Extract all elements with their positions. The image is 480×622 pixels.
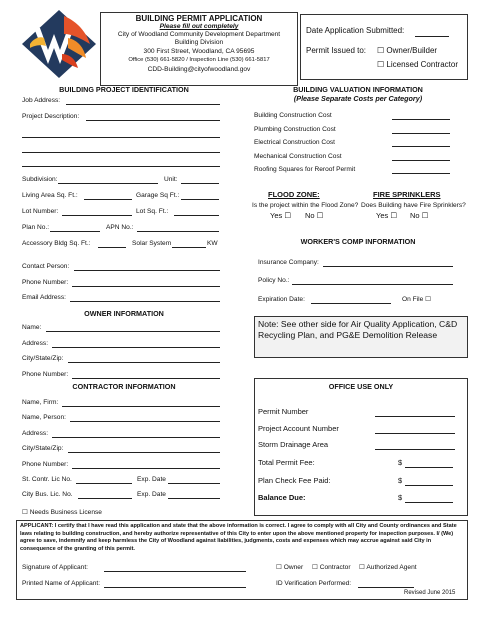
project-description-field-3[interactable] [22, 152, 220, 153]
signature-field[interactable] [104, 571, 246, 572]
garage-field[interactable] [181, 199, 219, 200]
garage-label: Garage Sq Ft.: [136, 192, 180, 199]
business-license-label: City Bus. Lic. No. [22, 491, 73, 498]
kw-label: KW [207, 240, 218, 247]
form-subtitle: Please fill out completely [159, 23, 239, 30]
project-description-field-1[interactable] [86, 120, 220, 121]
expiration-date-label: Expiration Date: [258, 296, 305, 303]
solar-field[interactable] [172, 247, 206, 248]
lot-sqft-field[interactable] [174, 215, 219, 216]
owner-role-checkbox[interactable]: ☐ Owner [276, 564, 304, 571]
flood-zone-heading: FLOOD ZONE: [268, 190, 320, 199]
project-heading: BUILDING PROJECT IDENTIFICATION [59, 85, 189, 94]
permit-number-field[interactable] [375, 416, 455, 417]
unit-label: Unit: [164, 176, 178, 183]
owner-phone-field[interactable] [72, 378, 220, 379]
balance-due-label: Balance Due: [258, 493, 306, 502]
sprinkler-yes-checkbox[interactable]: Yes ☐ [376, 211, 398, 220]
firm-name-field[interactable] [62, 406, 220, 407]
valuation-mechanical-field[interactable] [392, 160, 450, 161]
business-license-field[interactable] [78, 498, 132, 499]
lot-number-label: Lot Number: [22, 208, 59, 215]
apn-no-field[interactable] [137, 231, 219, 232]
solar-label: Solar System [132, 240, 172, 247]
flood-yes-checkbox[interactable]: Yes ☐ [270, 211, 292, 220]
project-description-field-4[interactable] [22, 166, 220, 167]
printed-name-field[interactable] [104, 587, 246, 588]
signature-label: Signature of Applicant: [22, 564, 88, 571]
office-use-heading: OFFICE USE ONLY [328, 382, 394, 391]
total-fee-dollar: $ [398, 458, 403, 467]
lot-sqft-label: Lot Sq. Ft.: [136, 208, 169, 215]
living-area-label: Living Area Sq. Ft.: [22, 192, 78, 199]
total-fee-label: Total Permit Fee: [258, 458, 315, 467]
project-description-label: Project Description: [22, 113, 80, 120]
contractor-address-field[interactable] [52, 437, 220, 438]
plan-check-label: Plan Check Fee Paid: [258, 476, 331, 485]
permit-number-label: Permit Number [258, 407, 309, 416]
valuation-plumbing-field[interactable] [392, 133, 450, 134]
valuation-roofing-field[interactable] [392, 173, 450, 174]
note-text: Note: See other side for Air Quality Application, C&D Recycling Plan, and PG&E Demolition Release [258, 319, 458, 340]
project-description-field-2[interactable] [22, 137, 220, 138]
date-submitted-field[interactable] [415, 36, 449, 37]
business-license-exp-label: Exp. Date [137, 491, 166, 498]
plan-check-field[interactable] [405, 485, 453, 486]
contractor-phone-label: Phone Number: [22, 461, 69, 468]
form-title: BUILDING PERMIT APPLICATION [135, 14, 263, 23]
insurance-company-label: Insurance Company: [258, 259, 319, 266]
contractor-city-label: City/State/Zip: [22, 445, 64, 452]
contact-phone-field[interactable] [72, 286, 220, 287]
subdivision-field[interactable] [58, 183, 158, 184]
valuation-mechanical-label: Mechanical Construction Cost [254, 153, 342, 160]
id-verification-field[interactable] [358, 587, 414, 588]
contact-email-label: Email Address: [22, 294, 66, 301]
workers-comp-heading: WORKER'S COMP INFORMATION [300, 237, 416, 246]
contractor-city-field[interactable] [68, 452, 220, 453]
contact-field[interactable] [74, 270, 220, 271]
storm-drainage-label: Storm Drainage Area [258, 440, 329, 449]
firm-name-label: Name, Firm: [22, 399, 59, 406]
balance-due-field[interactable] [405, 502, 453, 503]
plan-check-dollar: $ [398, 476, 403, 485]
subdivision-label: Subdivision: [22, 176, 58, 183]
owner-name-field[interactable] [46, 331, 220, 332]
valuation-subheading: (Please Separate Costs per Category) [293, 94, 423, 103]
contractor-address-label: Address: [22, 430, 49, 437]
owner-phone-label: Phone Number: [22, 371, 69, 378]
owner-city-label: City/State/Zip: [22, 355, 64, 362]
printed-name-label: Printed Name of Applicant: [22, 580, 101, 587]
state-license-exp-field[interactable] [168, 483, 220, 484]
needs-business-license-checkbox[interactable]: ☐ Needs Business License [22, 509, 102, 516]
permit-issued-label: Permit Issued to: [306, 46, 367, 55]
valuation-building-label: Building Construction Cost [254, 112, 332, 119]
owner-heading: OWNER INFORMATION [84, 309, 164, 318]
project-account-field[interactable] [375, 433, 455, 434]
department: City of Woodland Community Development Department [117, 31, 281, 38]
division: Building Division [174, 39, 224, 46]
valuation-electrical-label: Electrical Construction Cost [254, 139, 335, 146]
contact-phone-label: Phone Number: [22, 279, 69, 286]
person-name-label: Name, Person: [22, 414, 66, 421]
living-area-field[interactable] [84, 199, 132, 200]
insurance-company-field[interactable] [323, 266, 453, 267]
person-name-field[interactable] [70, 421, 220, 422]
balance-due-dollar: $ [398, 493, 403, 502]
sprinkler-no-checkbox[interactable]: No ☐ [410, 211, 429, 220]
contact-label: Contact Person: [22, 263, 70, 270]
apn-no-label: APN No.: [106, 224, 134, 231]
on-file-checkbox[interactable]: On File ☐ [402, 296, 431, 303]
certification-text: APPLICANT: I certify that I have read this application and state that the above information is correct. I agree to comply with all City and County ordinances and State laws relating to building construction, and hereby authorize representative of this City to enter upon the above mentioned property for inspection purposes. I/ (We) agree to save, indemnify and keep harmless the City of Woodland against liabilities, judgments, costs and expenses which may accrue against said City in consequence of the granting of this permit. [20, 523, 457, 552]
owner-name-label: Name: [22, 324, 42, 331]
plan-no-field[interactable] [50, 231, 100, 232]
expiration-date-field[interactable] [311, 303, 391, 304]
valuation-electrical-field[interactable] [392, 146, 450, 147]
city-logo [20, 8, 98, 80]
accessory-label: Accessory Bldg Sq. Ft.: [22, 240, 91, 247]
id-verification-label: ID Verification Performed: [276, 580, 352, 587]
policy-no-label: Policy No.: [258, 277, 290, 284]
valuation-heading: BUILDING VALUATION INFORMATION [293, 85, 423, 94]
job-address-field[interactable] [66, 104, 220, 105]
fire-sprinklers-heading: FIRE SPRINKLERS [373, 190, 441, 199]
agent-role-checkbox[interactable]: ☐ Authorized Agent [359, 564, 417, 571]
plan-no-label: Plan No.: [22, 224, 50, 231]
issued-owner-option[interactable]: ☐ Owner/Builder [377, 46, 438, 55]
lot-number-field[interactable] [62, 215, 132, 216]
business-license-exp-field[interactable] [168, 498, 220, 499]
fire-sprinklers-question: Does Building have Fire Sprinklers? [361, 202, 466, 209]
total-fee-field[interactable] [405, 467, 453, 468]
contractor-phone-field[interactable] [72, 468, 220, 469]
city-address: 300 First Street, Woodland, CA 95695 [143, 48, 255, 55]
revised-date: Revised June 2015 [404, 590, 456, 596]
project-account-label: Project Account Number [258, 424, 339, 433]
accessory-field[interactable] [98, 247, 126, 248]
job-address-label: Job Address: [22, 97, 61, 104]
email-address: CDD-Building@cityofwoodland.gov [147, 66, 251, 73]
state-license-field[interactable] [76, 483, 132, 484]
storm-drainage-field[interactable] [375, 449, 455, 450]
flood-zone-question: Is the project within the Flood Zone? [252, 202, 359, 209]
owner-city-field[interactable] [68, 362, 220, 363]
flood-no-checkbox[interactable]: No ☐ [305, 211, 324, 220]
contractor-role-checkbox[interactable]: ☐ Contractor [312, 564, 351, 571]
state-license-label: St. Contr. Lic No. [22, 476, 72, 483]
valuation-plumbing-label: Plumbing Construction Cost [254, 126, 336, 133]
valuation-roofing-label: Roofing Squares for Reroof Permit [254, 166, 356, 173]
contractor-heading: CONTRACTOR INFORMATION [72, 382, 176, 391]
owner-address-label: Address: [22, 340, 49, 347]
policy-no-field[interactable] [292, 284, 453, 285]
owner-address-field[interactable] [52, 347, 220, 348]
issued-contractor-option[interactable]: ☐ Licensed Contractor [377, 60, 458, 69]
contact-email-field[interactable] [70, 301, 220, 302]
unit-field[interactable] [181, 183, 219, 184]
state-license-exp-label: Exp. Date [137, 476, 166, 483]
phone-numbers: Office (530) 661-5820 / Inspection Line (530) 661-5817 [128, 57, 270, 63]
date-submitted-label: Date Application Submitted: [306, 26, 405, 35]
valuation-building-field[interactable] [392, 119, 450, 120]
